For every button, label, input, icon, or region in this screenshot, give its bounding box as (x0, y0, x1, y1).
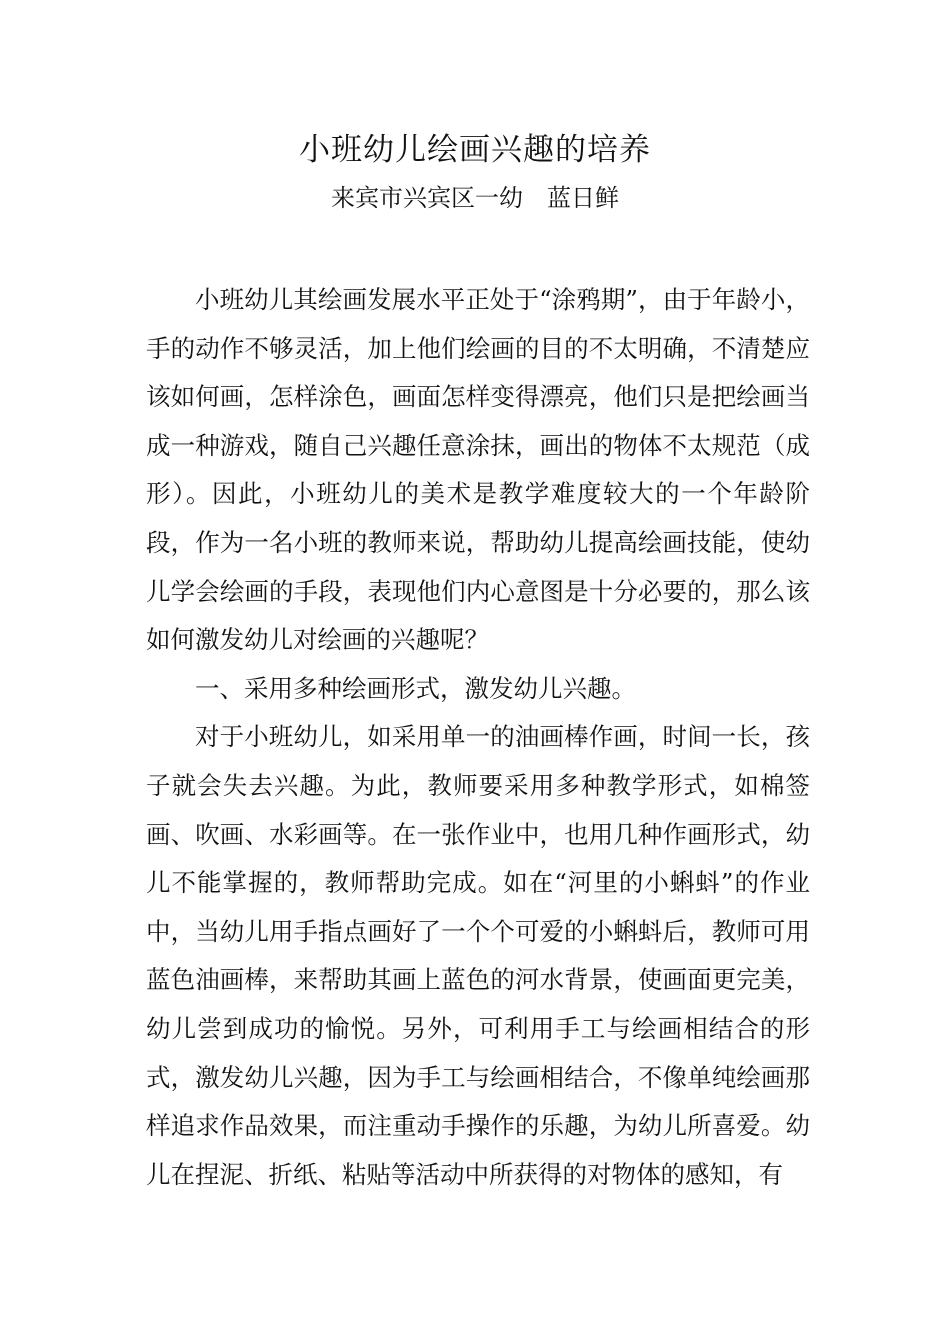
intro-paragraph: 小班幼儿其绘画发展水平正处于“涂鸦期”，由于年龄小，手的动作不够灵活，加上他们绘画的目的不太明确，不清楚应该如何画，怎样涂色，画面怎样变得漂亮，他们只是把绘画当成一种游戏，随自己兴趣任意涂抹，画出的物体不太规范（成形）。因此，小班幼儿的美术是教学难度较大的一个年龄阶段，作为一名小班的教师来说，帮助幼儿提高绘画技能，使幼儿学会绘画的手段，表现他们内心意图是十分必要的，那么该如何激发幼儿对绘画的兴趣呢？ (146, 285, 810, 655)
document-title: 小班幼儿绘画兴趣的培养 (299, 132, 651, 168)
author-byline: 来宾市兴宾区一幼 蓝日鲜 (331, 184, 619, 212)
section-heading: 一、采用多种绘画形式，激发幼儿兴趣。 (195, 673, 636, 703)
section-paragraph: 对于小班幼儿，如采用单一的油画棒作画，时间一长，孩子就会失去兴趣。为此，教师要采用多种教学形式，如棉签画、吹画、水彩画等。在一张作业中，也用几种作画形式，幼儿不能掌握的，教师帮助完成。如在“河里的小蝌蚪”的作业中，当幼儿用手指点画好了一个个可爱的小蝌蚪后，教师可用蓝色油画棒，来帮助其画上蓝色的河水背景，使画面更完美，幼儿尝到成功的愉悦。另外，可利用手工与绘画相结合的形式，激发幼儿兴趣，因为手工与绘画相结合，不像单纯绘画那样追求作品效果，而注重动手操作的乐趣，为幼儿所喜爱。幼儿在捏泥、折纸、粘贴等活动中所获得的对物体的感知，有 (146, 722, 810, 1189)
document-body (146, 276, 810, 1199)
